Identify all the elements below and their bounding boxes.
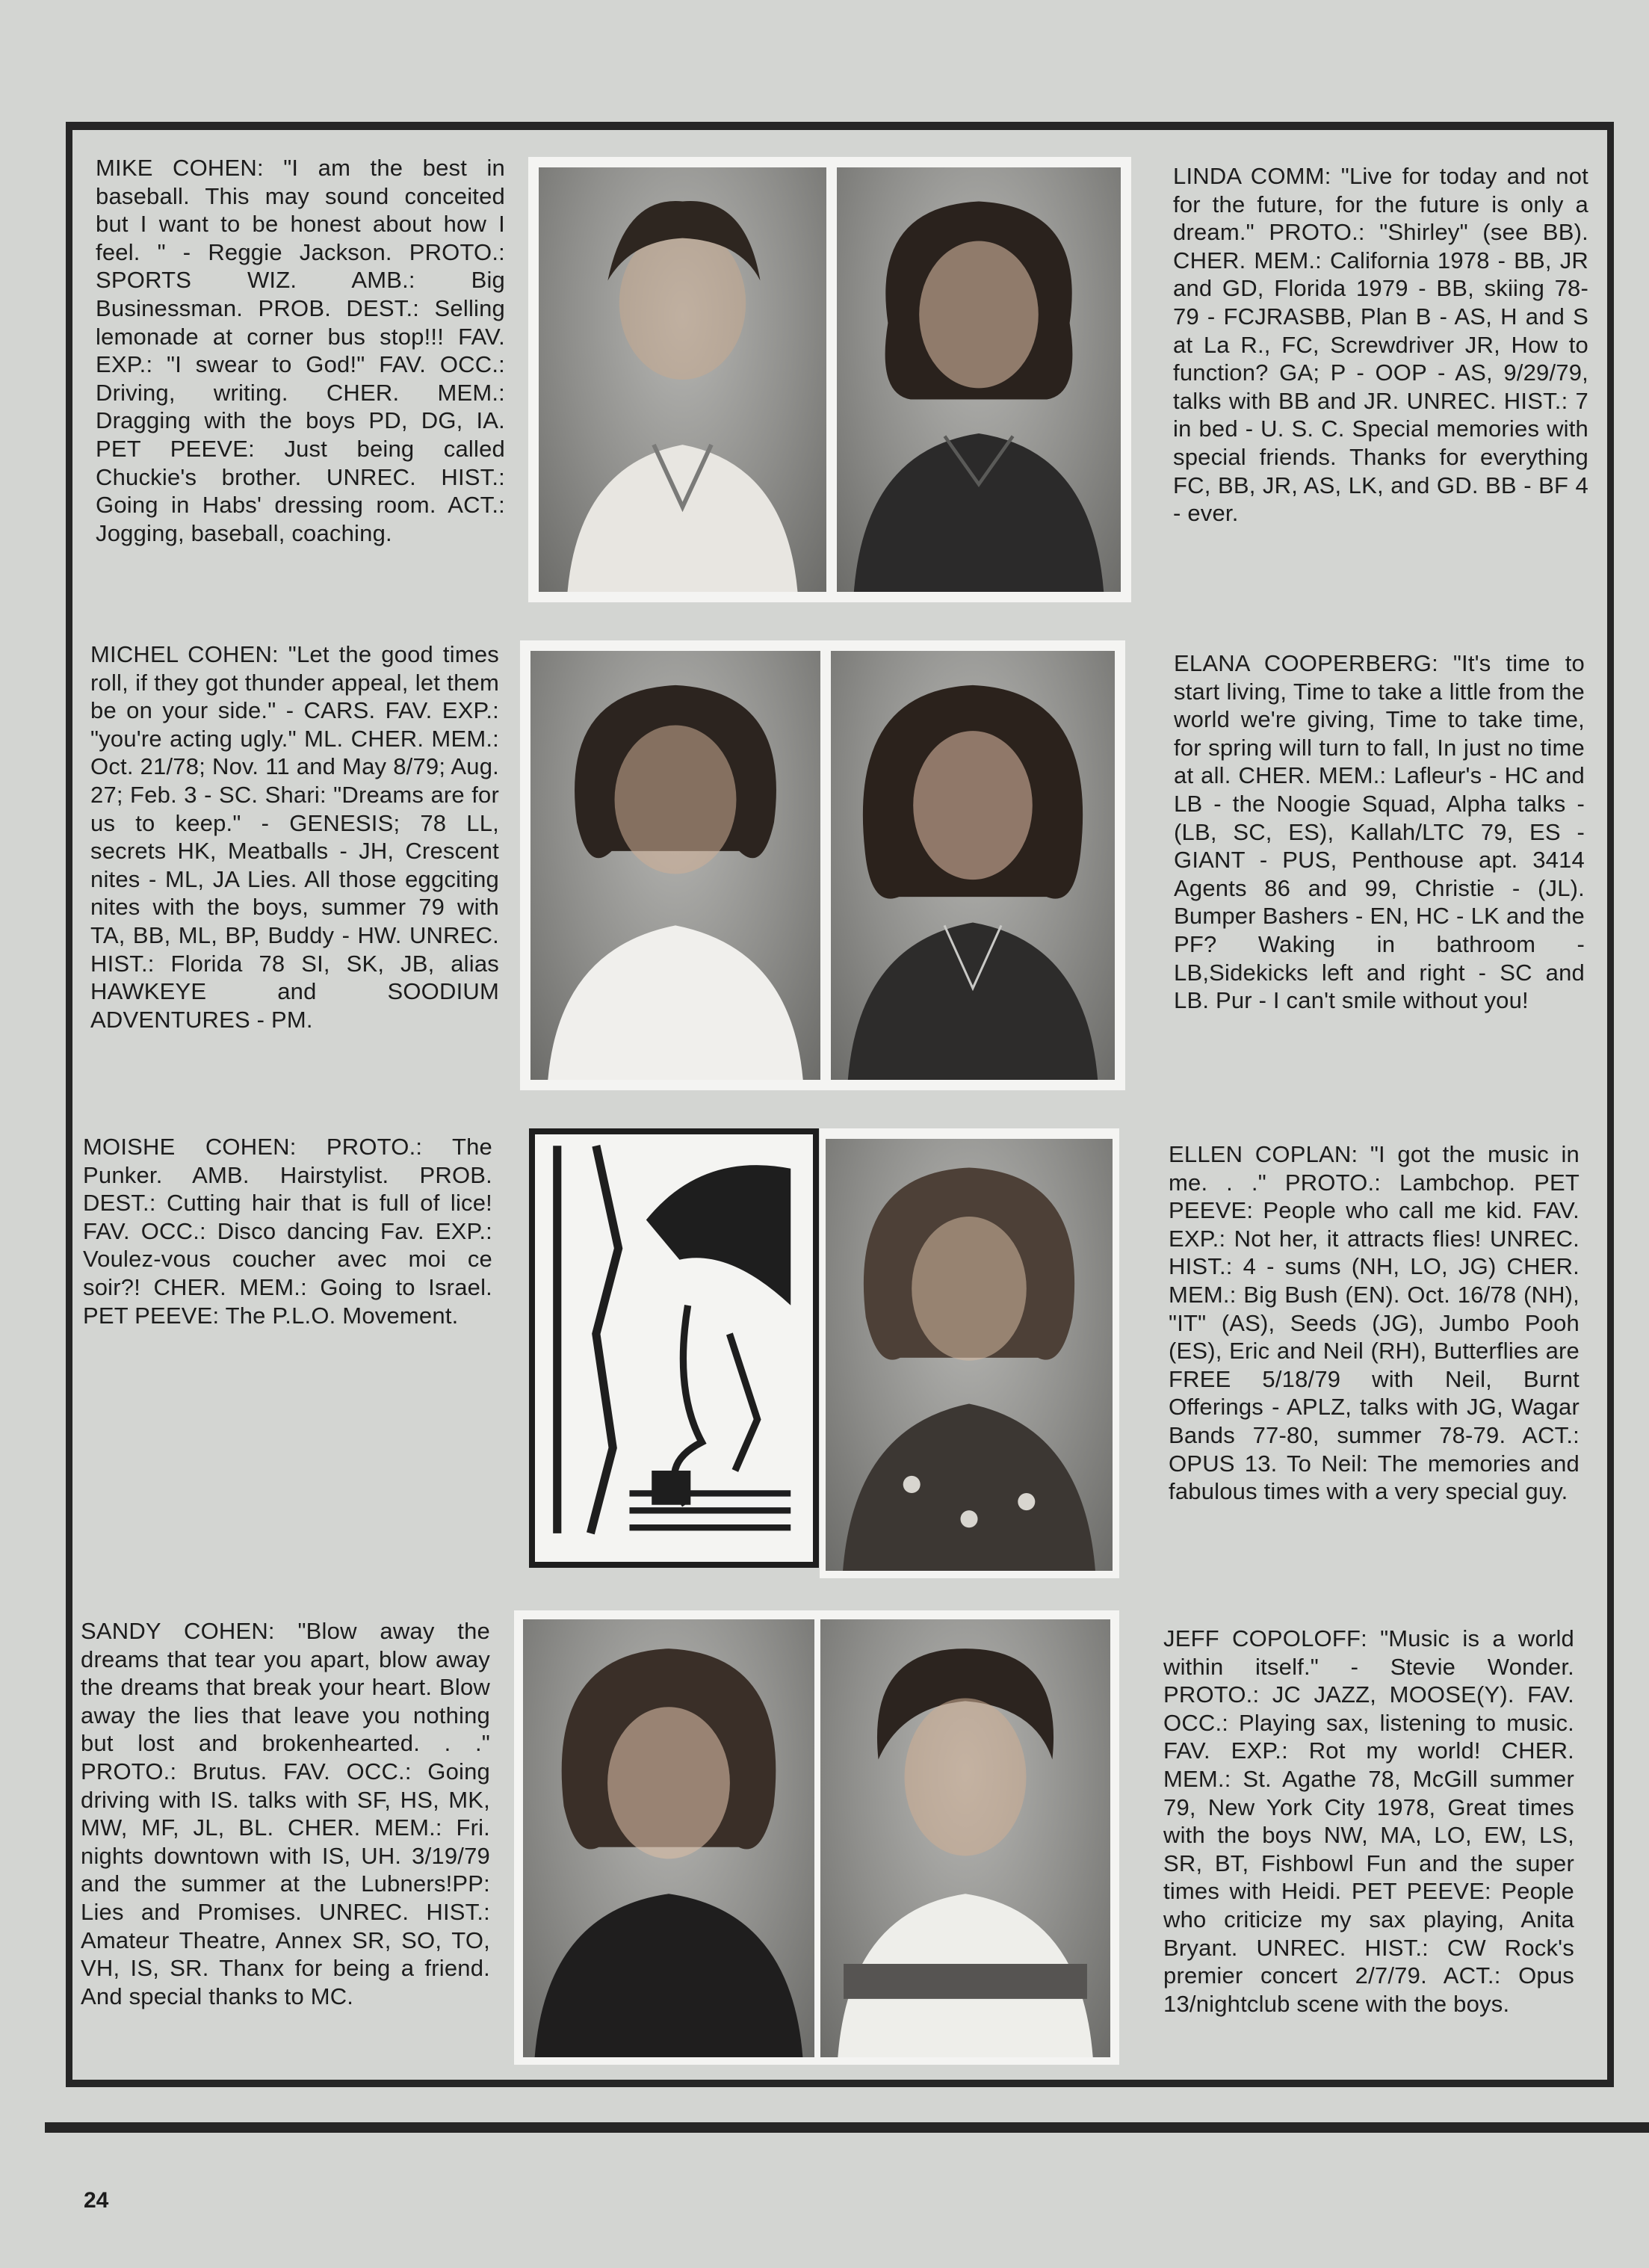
bottom-rule xyxy=(45,2122,1649,2133)
portrait-photo-mike-cohen xyxy=(539,167,826,592)
photo-pair-row-1 xyxy=(528,157,1131,602)
portrait-photo-sandy-cohen xyxy=(523,1619,814,2057)
photo-frame-ellen-coplan xyxy=(820,1128,1119,1578)
portrait-photo-elana-cooperberg xyxy=(831,651,1115,1080)
photo-pair-row-4 xyxy=(514,1610,1119,2065)
entry-moishe-cohen: MOISHE COHEN: PROTO.: The Punker. AMB. Hairstylist. PROB. DEST.: Cutting hair that is full of lice! FAV. OCC.: Disco dancing Fav. EXP.: Voulez-vous coucher avec moi ce soir?! CHER. MEM.: Going to Israel. PET PEEVE: The P.L.O. Movement. xyxy=(83,1134,492,1329)
portrait-photo-michel-cohen xyxy=(530,651,820,1080)
portrait-photo-jeff-copoloff xyxy=(820,1619,1110,2057)
entry-michel-cohen: MICHEL COHEN: "Let the good times roll, if they got thunder appeal, let them be on your side." - CARS. FAV. EXP.: "you're acting ugly." ML. CHER. MEM.: Oct. 21/78; Nov. 11 and May 8/79; Aug. 27; Feb. 3 - SC. Shari: "Dreams are for us to keep." - GENESIS; 78 LL, secrets HK, Meatballs - JH, Crescent nites - ML, JA Lies. All those eggciting nites with the boys, summer 79 with TA, BB, ML, BP, Buddy - HW. UNREC. HIST.: Florida 78 SI, SK, JB, alias HAWKEYE and SOODIUM ADVENTURES - PM. xyxy=(90,641,499,1033)
portrait-photo-ellen-coplan xyxy=(826,1139,1113,1571)
entry-mike-cohen: MIKE COHEN: "I am the best in baseball. This may sound conceited but I want to be honest about how I feel. " - Reggie Jackson. PROTO.: SPORTS WIZ. AMB.: Big Businessman. PROB. DEST.: Selling lemonade at corner bus stop!!! FAV. EXP.: "I swear to God!" FAV. OCC.: Driving, writing. CHER. MEM.: Dragging with the boys PD, DG, IA. PET PEEVE: Just being called Chuckie's brother. UNREC. HIST.: Going in Habs' dressing room. ACT.: Jogging, baseball, coaching. xyxy=(96,155,505,546)
moishe-cohen-artwork xyxy=(529,1128,819,1568)
entry-jeff-copoloff: JEFF COPOLOFF: "Music is a world within itself." - Stevie Wonder. PROTO.: JC JAZZ, MOOSE(Y). FAV. OCC.: Playing sax, listening to music. FAV. EXP.: Rot my world! CHER. MEM.: St. Agathe 78, McGill summer 79, New York City 1978, Great times with the boys NW, MA, LO, EW, LS, SR, BT, Fishbowl Fun and the super times with Heidi. PET PEEVE: People who criticize my sax playing, Anita Bryant. UNREC. HIST.: CW Rock's premier concert 2/7/79. ACT.: Opus 13/nightclub scene with the boys. xyxy=(1163,1625,1574,2017)
entry-linda-comm: LINDA COMM: "Live for today and not for the future, for the future is only a dream." PROTO.: "Shirley" (see BB). CHER. MEM.: California 1978 - BB, JR and GD, Florida 1979 - BB, skiing 78-79 - FCJRASBB, Plan B - AS, H and S at La R., FC, Screwdriver JR, How to function? GA; P - OOP - AS, 9/29/79, talks with BB and JR. UNREC. HIST.: 7 in bed - U. S. C. Special memories with special friends. Thanks for everything FC, BB, JR, AS, LK, and GD. BB - BF 4 - ever. xyxy=(1173,163,1588,527)
entry-ellen-coplan: ELLEN COPLAN: "I got the music in me. . ." PROTO.: Lambchop. PET PEEVE: People who call me kid. FAV. EXP.: Not her, it attracts flies! UNREC. HIST.: 4 - sums (NH, LO, JG) CHER. MEM.: Big Bush (EN). Oct. 16/78 (NH), "IT" (AS), Seeds (JG), Jumbo Pooh (ES), Eric and Neil (RH), Butterflies are FREE 5/18/79 with Neil, Burnt Offerings - APLZ, talks with JG, Wagar Bands 77-80, summer 78-79. ACT.: OPUS 13. To Neil: The memories and fabulous times with a very special guy. xyxy=(1169,1141,1580,1505)
portrait-photo-linda-comm xyxy=(837,167,1121,592)
page-number: 24 xyxy=(84,2188,109,2213)
entry-elana-cooperberg: ELANA COOPERBERG: "It's time to start living, Time to take a little from the world we're giving, Time to take time, for spring will turn to fall, In just no time at all. CHER. MEM.: Lafleur's - HC and LB - the Noogie Squad, Alpha talks - (LB, SC, ES), Kallah/LTC 79, ES - GIANT - PUS, Penthouse apt. 3414 Agents 86 and 99, Christie - (JL). Bumper Bashers - EN, HC - LK and the PF? Waking in bathroom - LB,Sidekicks left and right - SC and LB. Pur - I can't smile without you! xyxy=(1174,650,1585,1014)
entry-sandy-cohen: SANDY COHEN: "Blow away the dreams that tear you apart, blow away the dreams that break your heart. Blow away the lies that leave you nothing but lost and brokenhearted. . ." PROTO.: Brutus. FAV. OCC.: Going driving with IS. talks with SF, HS, MK, MW, MF, JL, BL. CHER. MEM.: Fri. nights downtown with IS, UH. 3/19/79 and the summer at the Lubners!PP: Lies and Promises. UNREC. HIST.: Amateur Theatre, Annex SR, SO, TO, VH, IS, SR. Thanx for being a friend. And special thanks to MC. xyxy=(81,1618,490,2009)
photo-pair-row-2 xyxy=(520,640,1125,1090)
